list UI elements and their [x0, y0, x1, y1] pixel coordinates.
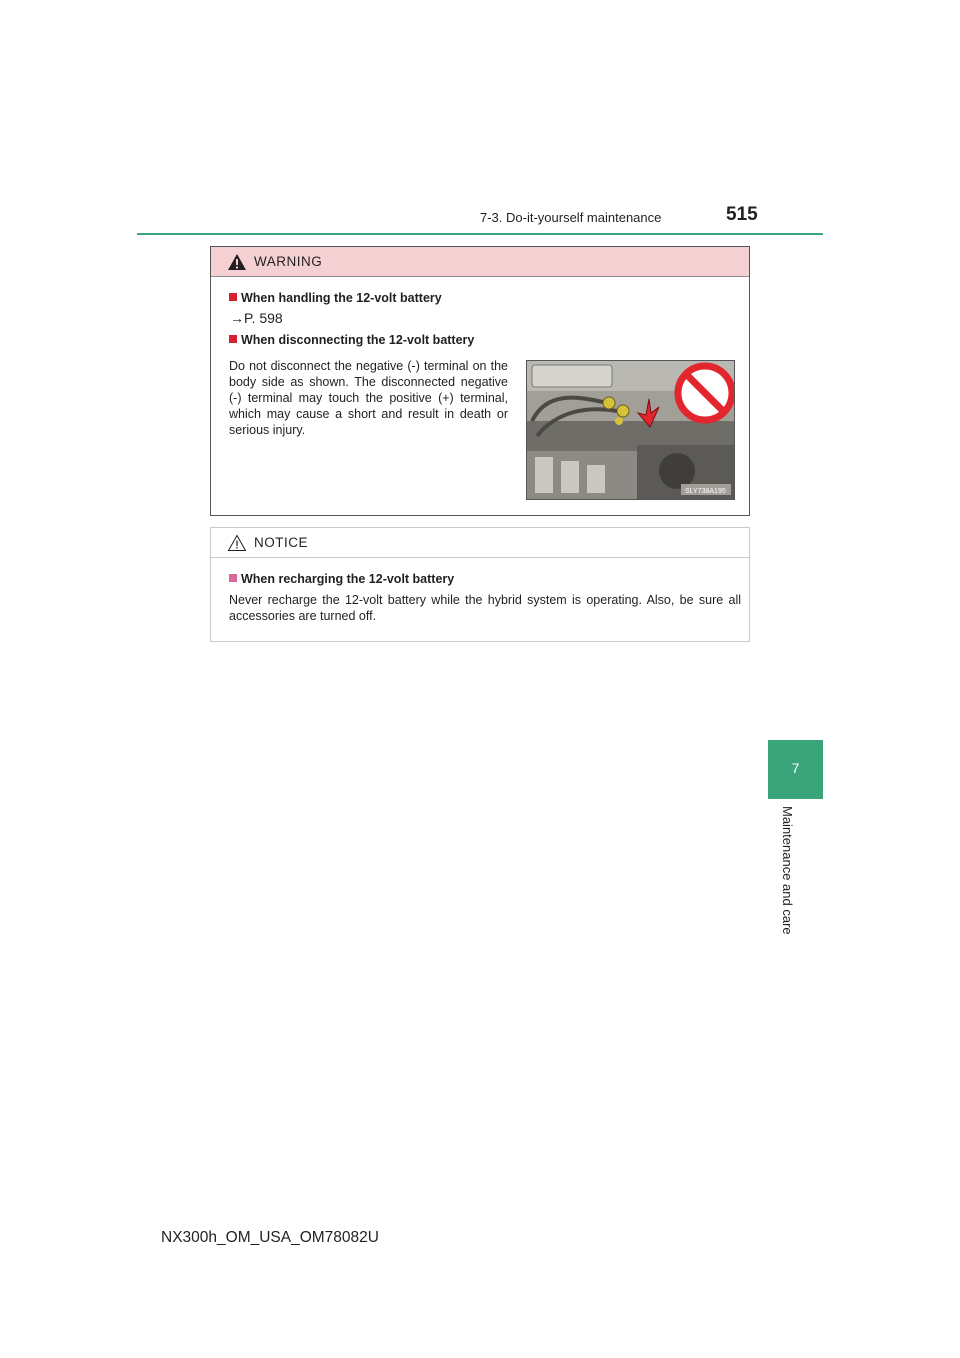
page-number: 515: [726, 204, 758, 225]
warning-item-heading: When handling the 12-volt battery: [229, 291, 442, 305]
manual-code: NX300h_OM_USA_OM78082U: [161, 1229, 379, 1246]
warning-item-text: Do not disconnect the negative (-) terminal on the body side as shown. The disconnected negative (-) terminal may touch the positive (+) terminal, which may cause a short and result in death or serious injury.: [229, 359, 508, 437]
notice-header: [211, 528, 749, 558]
bullet-square-icon: [229, 293, 237, 301]
notice-item-text: Never recharge the 12-volt battery while the hybrid system is operating. Also, be sure all accessories are turned off.: [229, 593, 741, 623]
notice-box: [210, 527, 750, 642]
notice-item-heading: When recharging the 12-volt battery: [229, 572, 454, 586]
bullet-square-icon: [229, 574, 237, 582]
bullet-square-icon: [229, 335, 237, 343]
battery-terminal-illustration: [526, 360, 735, 500]
warning-label: WARNING: [254, 254, 323, 269]
section-title: 7-3. Do-it-yourself maintenance: [480, 210, 662, 225]
chapter-number: 7: [791, 760, 800, 776]
caution-triangle-icon: [227, 534, 247, 552]
warning-triangle-icon: [227, 253, 247, 271]
chapter-label: Maintenance and care: [780, 806, 795, 935]
chapter-tab: [768, 740, 823, 799]
warning-header: [211, 247, 749, 277]
header-rule: [137, 233, 823, 235]
engine-bay-photo: [527, 361, 734, 499]
page-reference: →P. 598: [230, 310, 283, 326]
notice-label: NOTICE: [254, 535, 309, 550]
image-code: SLY738A195: [685, 488, 726, 495]
warning-item-heading: When disconnecting the 12-volt battery: [229, 333, 474, 347]
warning-box: [210, 246, 750, 516]
